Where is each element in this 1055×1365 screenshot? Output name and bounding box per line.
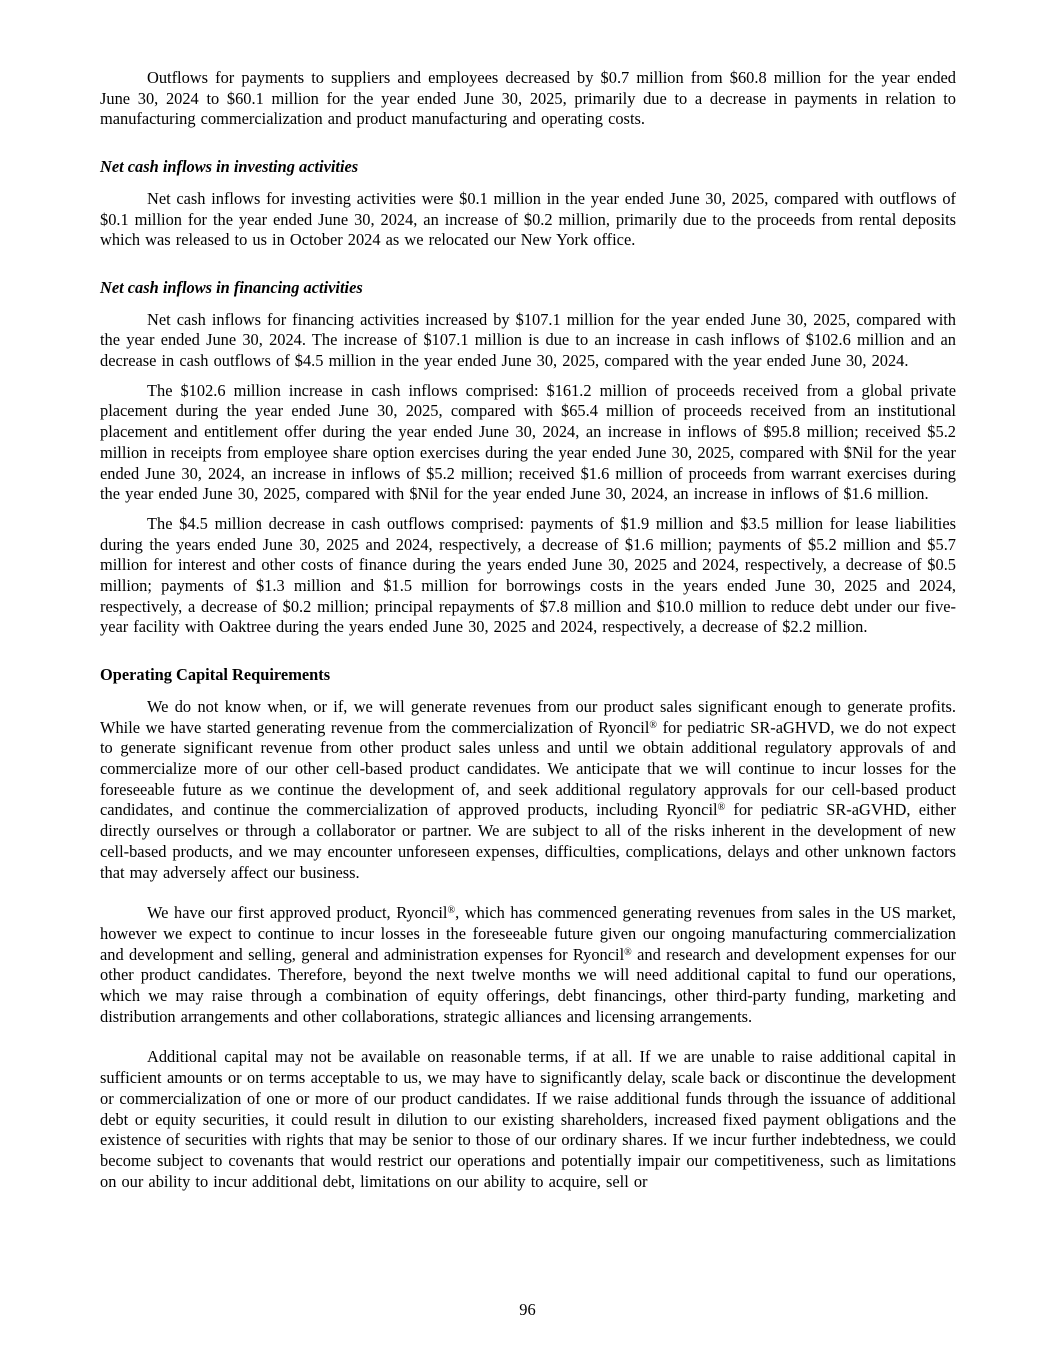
heading-operating-capital-requirements: Operating Capital Requirements	[100, 665, 331, 685]
paragraph-investing-activities: Net cash inflows for investing activities were $0.1 million in the year ended June 30, 2025, compared with outflows of $0.1 million for the year ended June 30, 2024, an increase of $0.2 million, primarily due to the proceeds from rental deposits which was released to us in October 2024 as we relocated our New York office.	[100, 188, 956, 250]
page-number: 96	[519, 1300, 536, 1319]
document-page-content	[100, 68, 956, 1201]
paragraph-revenue-outlook: We do not know when, or if, we will generate revenues from our product sales significant enough to generate profits. While we have started generating revenue from the commercialization of Ryoncil® for pediatric SR-aGHVD, we do not expect to generate significant revenue from other product sales unless and until we obtain additional regulatory approvals of and commercialize more of our other cell-based product candidates. We anticipate that we will continue to incur losses for the foreseeable future as we continue the development of, and seek additional regulatory approvals for our cell-based product candidates, and continue the commercialization of approved products, including Ryoncil® for pediatric SR-aGVHD, either directly ourselves or through a collaborator or partner. We are subject to all of the risks inherent in the development of new cell-based products, and we may encounter unforeseen expenses, difficulties, complications, delays and other unknown factors that may adversely affect our business.	[100, 696, 956, 882]
paragraph-capital-needs: We have our first approved product, Ryoncil®, which has commenced generating revenues from sales in the US market, however we expect to continue to incur losses in the foreseeable future given our ongoing manufacturing commercialization and development and selling, general and administration expenses for Ryoncil® and research and development expenses for our other product candidates. Therefore, beyond the next twelve months we will need additional capital to fund our operations, which we may raise through a combination of equity offerings, debt financings, other third-party funding, marketing and distribution arrangements and other collaborations, strategic alliances and licensing arrangements.	[100, 903, 957, 1026]
paragraph-financing-increase: Net cash inflows for financing activities increased by $107.1 million for the year ended June 30, 2025, compared with the year ended June 30, 2024. The increase of $107.1 million is due to an increase in cash inflows of $102.6 million and an decrease in cash outflows of $4.5 million in the year ended June 30, 2025, compared with the year ended June 30, 2024.	[100, 309, 956, 371]
paragraph-cash-inflows-detail: The $102.6 million increase in cash inflows comprised: $161.2 million of proceeds received from a global private placement during the year ended June 30, 2025, compared with $65.4 million of proceeds received from an institutional placement and entitlement offer during the year ended June 30, 2024, an increase in inflows of $95.8 million; received $5.2 million in receipts from employee share option exercises during the year ended June 30, 2025, compared with $Nil for the year ended June 30, 2024, an increase in inflows of $5.2 million; received $1.6 million of proceeds from warrant exercises during the year ended June 30, 2025, compared with $Nil for the year ended June 30, 2024, an increase in inflows of $1.6 million.	[100, 380, 956, 504]
heading-investing-activities: Net cash inflows in investing activities	[100, 157, 359, 177]
paragraph-cash-outflows-detail: The $4.5 million decrease in cash outflows comprised: payments of $1.9 million and $3.5 million for lease liabilities during the years ended June 30, 2025 and 2024, respectively, a decrease of $1.6 million; payments of $5.2 million and $5.7 million for interest and other costs of finance during the years ended June 30, 2025 and 2024, respectively, a decrease of $0.5 million; payments of $1.3 million and $1.5 million for borrowings costs in the years ended June 30, 2025 and 2024, respectively, a decrease of $0.2 million; principal repayments of $7.8 million and $10.0 million to reduce debt under our five-year facility with Oaktree during the years ended June 30, 2025 and 2024, respectively, a decrease of $2.2 million.	[100, 513, 956, 637]
heading-financing-activities: Net cash inflows in financing activities	[100, 277, 363, 297]
paragraph-additional-capital-risks: Additional capital may not be available on reasonable terms, if at all. If we are unable to raise additional capital in sufficient amounts or on terms acceptable to us, we may have to significantly delay, scale back or discontinue the development or commercialization of one or more of our product candidates. If we raise additional funds through the issuance of additional debt or equity securities, it could result in dilution to our existing shareholders, increased fixed payment obligations and the existence of securities with rights that may be senior to those of our ordinary shares. If we incur further indebtedness, we could become subject to covenants that would restrict our operations and potentially impair our competitiveness, such as limitations on our ability to incur additional debt, limitations on our ability to acquire, sell or	[100, 1047, 956, 1191]
paragraph-cash-outflows-suppliers: Outflows for payments to suppliers and employees decreased by $0.7 million from $60.8 million for the year ended June 30, 2024 to $60.1 million for the year ended June 30, 2025, primarily due to a decrease in payments in relation to manufacturing commercialization and product manufacturing and operating costs.	[100, 68, 956, 129]
